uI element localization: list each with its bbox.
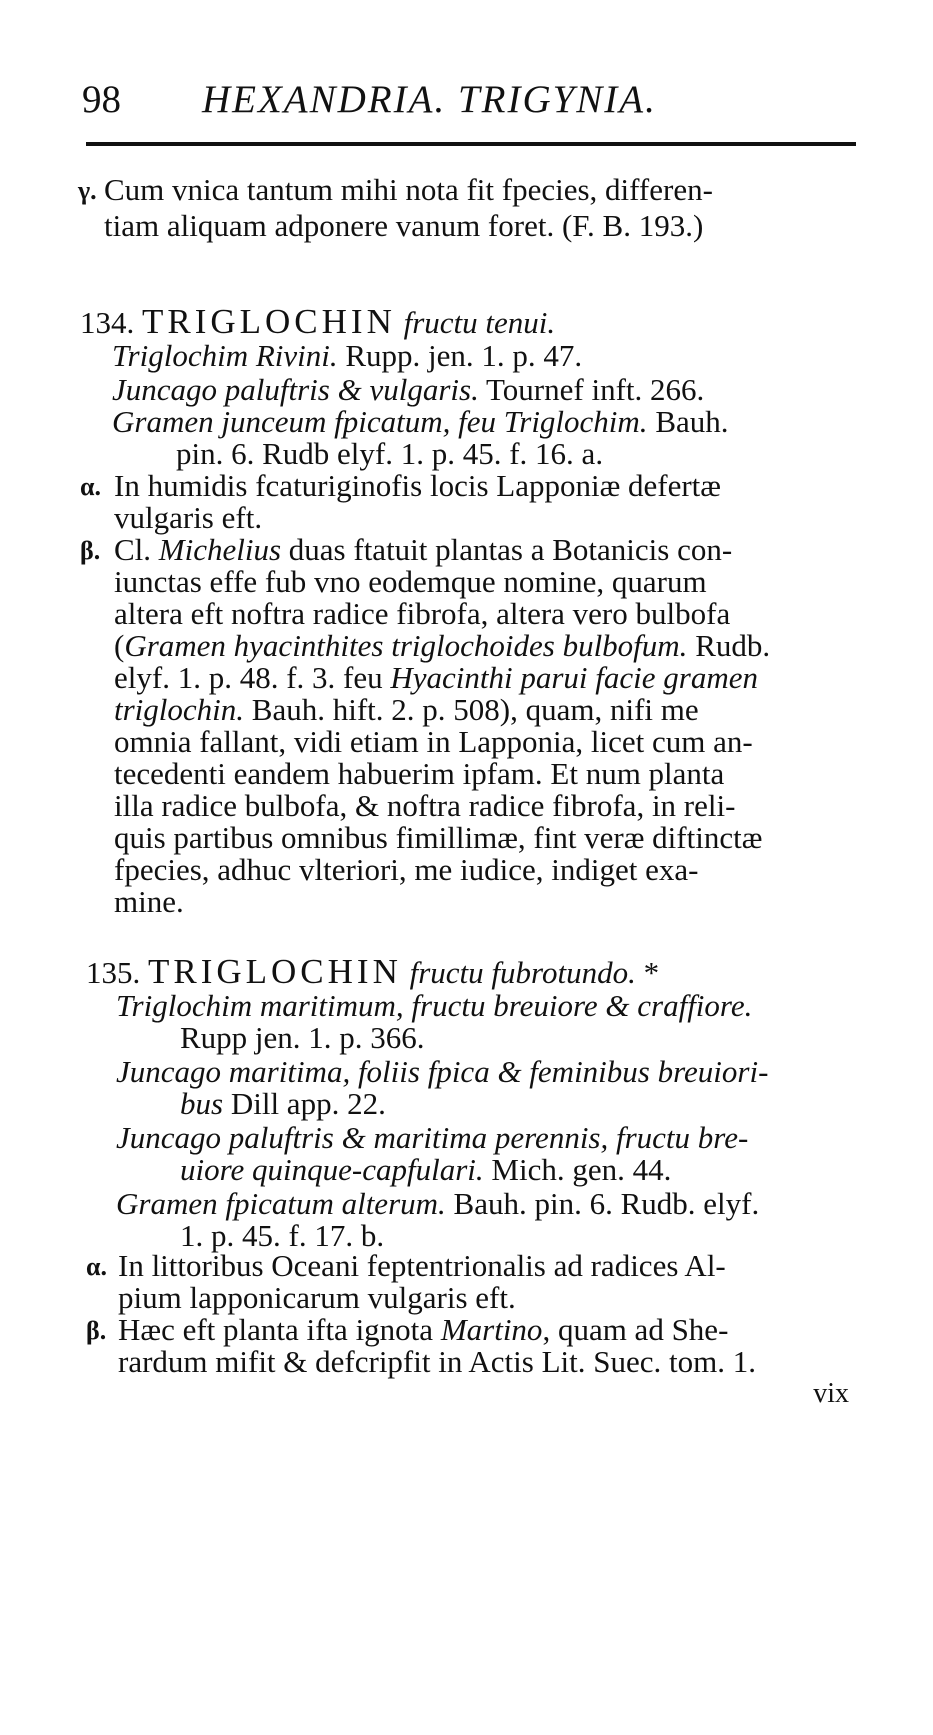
synonym-name: Juncago paluftris & vulgaris. — [112, 372, 479, 407]
synonym-reference: Bauh. pin. 6. Rudb. elyf. — [453, 1186, 760, 1221]
synonym-name: bus — [180, 1086, 224, 1121]
genus-name: TRIGLOCHIN — [142, 302, 396, 341]
text-run: Hæc eft planta ifta ignota — [118, 1312, 434, 1347]
synonym-line — [116, 1186, 759, 1222]
synonym-name: uiore quinque-capfulari. — [180, 1152, 484, 1187]
note-marker: α. — [80, 472, 102, 501]
text-line: quis partibus omnibus fimillimæ, fint veræ diftinctæ — [114, 820, 763, 855]
species-epithet: fructu fubrotundo. — [409, 955, 636, 990]
synonym-name: Gramen fpicatum alterum. — [116, 1186, 446, 1221]
text-line — [114, 532, 732, 568]
text-run: , quam ad She- — [542, 1312, 729, 1347]
synonym-line — [112, 404, 729, 440]
synonym-continuation: Rupp jen. 1. p. 366. — [180, 1020, 425, 1055]
text-line: tiam aliquam adponere vanum foret. (F. B. 193.) — [104, 208, 704, 243]
entry-heading — [80, 304, 555, 341]
genus-name: TRIGLOCHIN — [148, 952, 402, 991]
synonym-continuation: 1. p. 45. f. 17. b. — [180, 1218, 385, 1253]
text-line: Cum vnica tantum mihi nota fit fpecies, differen- — [104, 172, 713, 207]
text-line: tecedenti eandem habuerim ipfam. Et num planta — [114, 756, 725, 791]
text-run: ( — [114, 628, 125, 663]
synonym-continuation: pin. 6. Rudb elyf. 1. p. 45. f. 16. a. — [176, 436, 604, 471]
text-run: duas ftatuit plantas a Botanicis con- — [288, 532, 733, 567]
note-marker: α. — [86, 1252, 108, 1281]
text-run: Rudb. — [695, 628, 771, 663]
catchword: vix — [813, 1378, 849, 1409]
page-number: 98 — [82, 78, 121, 121]
synonym-continuation — [180, 1152, 671, 1188]
text-run: Cl. — [114, 532, 152, 567]
synonym-reference: Mich. gen. 44. — [491, 1152, 672, 1187]
text-line: fpecies, adhuc vlteriori, me iudice, indiget exa- — [114, 852, 699, 887]
text-line — [114, 692, 699, 728]
text-line — [114, 660, 758, 696]
synonym-name: Gramen hyacinthites triglochoides bulbofum. — [124, 628, 688, 663]
text-line: iunctas effe fub vno eodemque nomine, quarum — [114, 564, 707, 599]
synonym-line: Juncago paluftris & maritima perennis, fructu bre- — [116, 1120, 749, 1155]
synonym-reference: Tournef inft. 266. — [486, 372, 705, 407]
entry-number: 135. — [86, 955, 141, 990]
synonym-line: Juncago maritima, foliis fpica & feminibus breuiori- — [116, 1054, 769, 1089]
synonym-name: Gramen junceum fpicatum, feu Triglochim. — [112, 404, 648, 439]
synonym-continuation — [180, 1086, 386, 1122]
synonym-reference: Rupp. jen. 1. p. 47. — [345, 338, 583, 373]
species-epithet: fructu tenui. — [403, 305, 556, 340]
text-line — [114, 628, 770, 664]
author-name: Michelius — [158, 532, 282, 567]
text-line: pium lapponicarum vulgaris eft. — [118, 1280, 516, 1315]
author-name: Martino — [440, 1312, 543, 1347]
text-line: In littoribus Oceani feptentrionalis ad radices Al- — [118, 1248, 726, 1283]
synonym-reference: Dill app. 22. — [230, 1086, 386, 1121]
running-title: HEXANDRIA. TRIGYNIA. — [202, 78, 657, 121]
synonym-line — [112, 372, 704, 408]
text-line: omnia fallant, vidi etiam in Lapponia, licet cum an- — [114, 724, 753, 759]
synonym-name: Triglochim Rivini. — [112, 338, 338, 373]
note-marker: γ. — [78, 176, 97, 205]
text-line: rardum mifit & defcripfit in Actis Lit. Suec. tom. 1. — [118, 1344, 756, 1379]
header-rule — [86, 142, 856, 146]
entry-number: 134. — [80, 305, 135, 340]
synonym-name: Hyacinthi parui facie gramen — [390, 660, 758, 695]
text-line: mine. — [114, 884, 184, 919]
text-run: Bauh. hift. 2. p. 508), quam, nifi me — [251, 692, 699, 727]
star-mark: * — [643, 955, 660, 990]
text-line: altera eft noftra radice fibrofa, altera vero bulbofa — [114, 596, 731, 631]
synonym-line — [112, 338, 582, 374]
text-line: illa radice bulbofa, & noftra radice fibrofa, in reli- — [114, 788, 736, 823]
text-line: In humidis fcaturiginofis locis Lapponiæ defertæ — [114, 468, 721, 503]
synonym-reference: Bauh. — [655, 404, 729, 439]
synonym-name: triglochin. — [114, 692, 245, 727]
text-line: vulgaris eft. — [114, 500, 263, 535]
note-marker: β. — [86, 1316, 107, 1345]
text-line — [118, 1312, 728, 1348]
entry-heading — [86, 954, 659, 991]
note-marker: β. — [80, 536, 101, 565]
text-run: elyf. 1. p. 48. f. 3. feu — [114, 660, 383, 695]
synonym-line: Triglochim maritimum, fructu breuiore & craffiore. — [116, 988, 753, 1023]
